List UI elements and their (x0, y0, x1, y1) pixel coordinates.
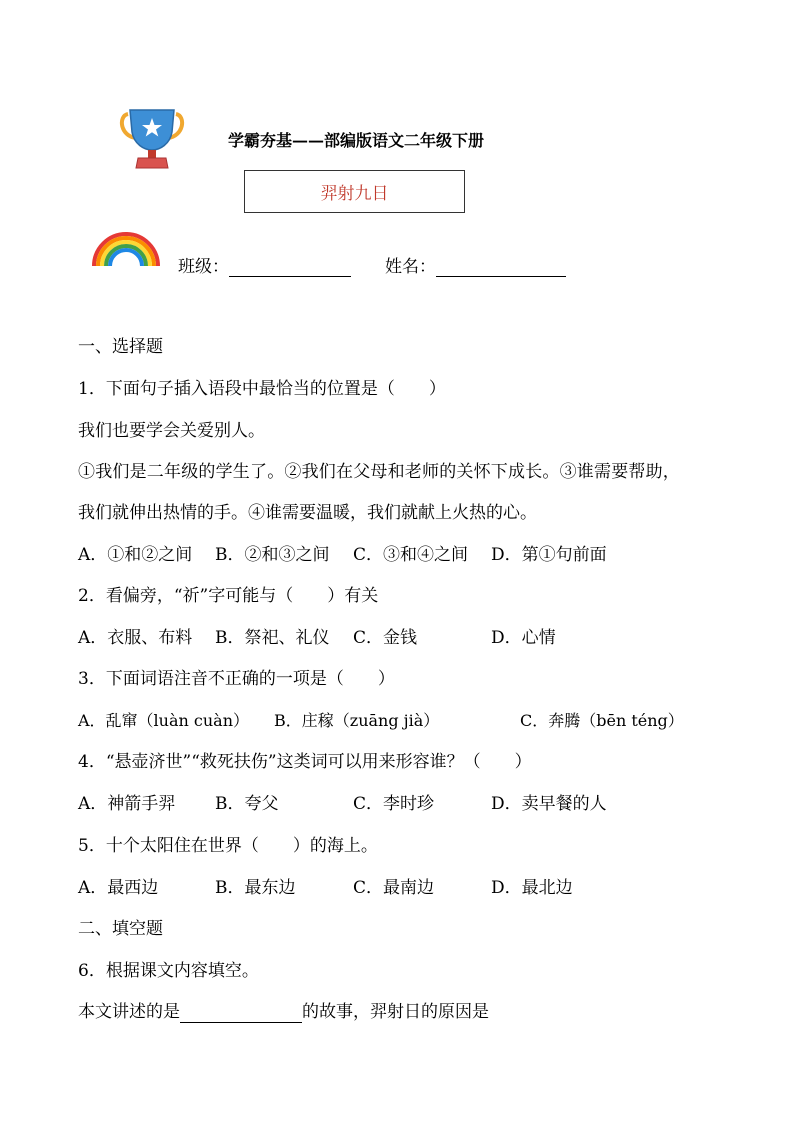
q4-options (78, 793, 607, 815)
q4-option-a[interactable]: A．神箭手羿 (78, 794, 176, 814)
q1-stem: 1．下面句子插入语段中最恰当的位置是（ ） (78, 379, 446, 399)
q6-fill-line (78, 1001, 489, 1023)
section-heading-choice: 一、选择题 (78, 337, 163, 357)
q2-option-c[interactable]: C．金钱 (353, 628, 418, 648)
q1-option-c[interactable]: C．③和④之间 (353, 545, 469, 565)
q6-stem: 6．根据课文内容填空。 (78, 961, 259, 981)
q5-option-d[interactable]: D．最北边 (491, 878, 573, 898)
q6-suffix: 的故事，羿射日的原因是 (302, 1002, 489, 1022)
rainbow-icon (90, 228, 162, 268)
q2-options (78, 627, 556, 649)
q1-option-a[interactable]: A．①和②之间 (78, 545, 193, 565)
class-blank[interactable] (229, 256, 351, 277)
series-title: 学霸夯基——部编版语文二年级下册 (228, 131, 485, 150)
q2-option-b[interactable]: B．祭祀、礼仪 (215, 628, 330, 648)
q1-sentence: 我们也要学会关爱别人。 (78, 421, 265, 441)
q1-passage-line1: ①我们是二年级的学生了。②我们在父母和老师的关怀下成长。③谁需要帮助， (78, 462, 680, 482)
q6-prefix: 本文讲述的是 (78, 1002, 180, 1022)
lesson-title-box (244, 170, 465, 213)
q6-blank[interactable] (180, 1002, 302, 1023)
q4-option-b[interactable]: B．夸父 (215, 794, 279, 814)
q3-option-c[interactable]: C．奔腾（bēn téng） (520, 711, 684, 730)
q5-option-b[interactable]: B．最东边 (215, 878, 296, 898)
q1-options (78, 544, 607, 566)
name-label: 姓名： (385, 257, 436, 277)
q5-options (78, 877, 573, 899)
q2-option-a[interactable]: A．衣服、布料 (78, 628, 193, 648)
q5-stem: 5．十个太阳住在世界（ ）的海上。 (78, 836, 378, 856)
q5-option-a[interactable]: A．最西边 (78, 878, 159, 898)
q3-option-b[interactable]: B．庄稼（zuāng jià） (274, 711, 440, 730)
q2-stem: 2．看偏旁，“祈”字可能与（ ）有关 (78, 586, 379, 606)
lesson-title: 羿射九日 (320, 184, 389, 204)
q5-option-c[interactable]: C．最南边 (353, 878, 435, 898)
name-blank[interactable] (436, 256, 566, 277)
q3-option-a[interactable]: A．乱窜（luàn cuàn） (78, 711, 250, 730)
q1-option-b[interactable]: B．②和③之间 (215, 545, 330, 565)
q4-option-c[interactable]: C．李时珍 (353, 794, 435, 814)
name-field (385, 252, 566, 277)
q1-passage-line2: 我们就伸出热情的手。④谁需要温暖，我们就献上火热的心。 (78, 503, 537, 523)
trophy-icon (118, 108, 186, 170)
q2-option-d[interactable]: D．心情 (491, 628, 556, 648)
q4-option-d[interactable]: D．卖早餐的人 (491, 794, 607, 814)
q3-options (78, 710, 684, 732)
q4-stem: 4．“悬壶济世”“救死扶伤”这类词可以用来形容谁？（ ） (78, 752, 532, 772)
class-label: 班级： (178, 257, 229, 277)
section-heading-fill: 二、填空题 (78, 919, 163, 939)
class-field (178, 252, 351, 277)
q1-option-d[interactable]: D．第①句前面 (491, 545, 607, 565)
q3-stem: 3．下面词语注音不正确的一项是（ ） (78, 669, 395, 689)
